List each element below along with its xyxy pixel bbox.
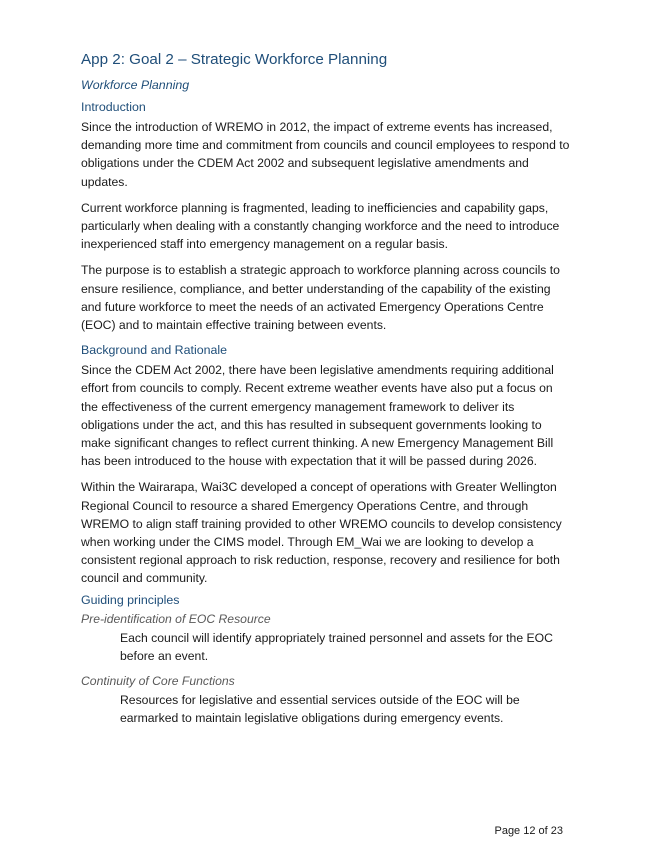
introduction-heading: Introduction	[81, 100, 146, 114]
page-title: App 2: Goal 2 – Strategic Workforce Planning	[81, 51, 388, 68]
background-heading: Background and Rationale	[81, 343, 228, 358]
introduction-paragraph-1: Since the introduction of WREMO in 2012, the impact of extreme events has increased, demanding more time and commitment from councils and council employees to respond to obligations under the CDEM Act 2002 and subsequent legislative amendments and updates.	[81, 120, 570, 189]
section-subtitle: Workforce Planning	[81, 78, 190, 92]
guiding-principles-heading: Guiding principles	[81, 592, 180, 607]
principle-text-1: Each council will identify appropriately trained personnel and assets for the EOC before an event.	[120, 630, 553, 663]
document-page	[81, 50, 571, 735]
principle-subheading-2: Continuity of Core Functions	[81, 674, 235, 689]
background-paragraph-2: Within the Wairarapa, Wai3C developed a concept of operations with Greater Wellington Regional Council to resource a shared Emergency Operations Centre, and through WREMO to align staff training provided to other WREMO councils to develop consistency when working under the CIMS model. Through EM_Wai we are looking to develop a consistent regional approach to risk reduction, response, recovery and resilience for both council and community.	[81, 480, 562, 586]
page-number: Page 12 of 23	[494, 825, 563, 837]
background-paragraph-1: Since the CDEM Act 2002, there have been legislative amendments requiring additional effort from councils to comply. Recent extreme weather events have also put a focus on the effectiveness of the current emergency management framework to deliver its obligations under the act, and this has resulted in subsequent governments looking to make significant changes to reflect current thinking. A new Emergency Management Bill has been introduced to the house with expectation that it will be passed during 2026.	[81, 363, 554, 469]
principle-subheading-1: Pre-identification of EOC Resource	[81, 611, 271, 626]
introduction-paragraph-2: Current workforce planning is fragmented, leading to inefficiencies and capability gaps, particularly when dealing with a constantly changing workforce and the need to introduce inexperienced staff into emergency management on a regular basis.	[81, 200, 560, 252]
principle-text-2: Resources for legislative and essential services outside of the EOC will be earmarked to maintain legislative obligations during emergency events.	[120, 693, 520, 726]
introduction-paragraph-3: The purpose is to establish a strategic approach to workforce planning across councils to ensure resilience, compliance, and better understanding of the capability of the existing and future workforce to meet the needs of an activated Emergency Operations Centre (EOC) and to maintain effective training between events.	[81, 263, 560, 333]
